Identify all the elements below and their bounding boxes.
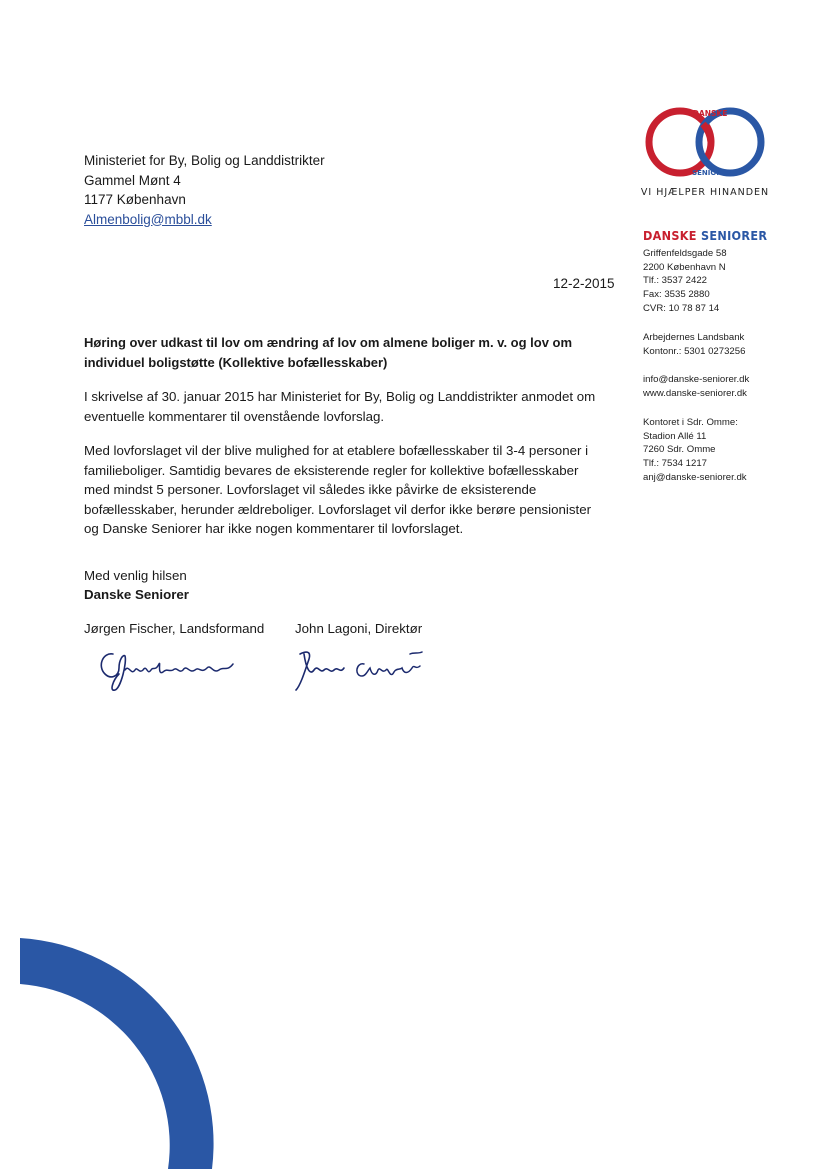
signature-lagoni-image xyxy=(290,640,440,695)
closing-block xyxy=(84,566,189,604)
signatory-name-2: John Lagoni, Direktør xyxy=(295,621,423,636)
body-line: bofællesskaber, herunder ældreboliger. Lovforslaget vil derfor ikke berøre pensionister xyxy=(84,501,592,517)
logo-ring-text-top: DANSKE xyxy=(692,109,728,118)
signature-fischer-image xyxy=(95,640,255,695)
body-line: med mindst 5 personer. Lovforslaget vil således ikke påvirke de eksisterende xyxy=(84,482,537,497)
brand-name-part2: SENIORER xyxy=(700,228,768,243)
sidebar-address xyxy=(643,247,727,316)
letter-date: 12-2-2015 xyxy=(553,276,615,291)
sidebar-line: Stadion Allé 11 xyxy=(643,430,707,442)
body-paragraph-1 xyxy=(84,387,614,426)
recipient-address xyxy=(84,151,325,229)
sidebar-website: www.danske-seniorer.dk xyxy=(643,387,747,399)
sidebar-web xyxy=(643,373,749,400)
sidebar-line: CVR: 10 78 87 14 xyxy=(643,302,720,314)
closing-organization: Danske Seniorer xyxy=(84,587,189,602)
danske-seniorer-logo xyxy=(640,104,770,186)
sidebar-office xyxy=(643,416,747,485)
sidebar-email: info@danske-seniorer.dk xyxy=(643,374,750,385)
body-line: eventuelle kommentarer til ovenstående lovforslag. xyxy=(84,408,385,424)
recipient-city: 1177 København xyxy=(84,192,186,207)
logo-tagline: VI HJÆLPER HINANDEN xyxy=(640,187,770,198)
brand-name-part1: DANSKE xyxy=(643,228,697,243)
letter-subject xyxy=(84,333,604,372)
body-line: Med lovforslaget vil der blive mulighed for at etablere bofællesskaber til 3-4 personer i xyxy=(84,443,589,458)
sidebar-line: Fax: 3535 2880 xyxy=(643,289,710,301)
sidebar-line: Tlf.: 3537 2422 xyxy=(643,275,708,287)
sidebar-line: Kontonr.: 5301 0273256 xyxy=(643,345,746,357)
sidebar-line: 7260 Sdr. Omme xyxy=(643,444,716,456)
logo-ring-text-bottom: SENIORER xyxy=(692,169,732,177)
recipient-street: Gammel Mønt 4 xyxy=(84,172,181,188)
sidebar-bank xyxy=(643,331,745,358)
sidebar-line: 2200 København N xyxy=(643,261,726,273)
body-line: familieboliger. Samtidig bevares de eksisterende regler for kollektive bofællesskaber xyxy=(84,462,579,478)
sidebar-line: Kontoret i Sdr. Omme: xyxy=(643,417,738,428)
recipient-name: Ministeriet for By, Bolig og Landdistrikter xyxy=(84,153,325,168)
sidebar-line: Tlf.: 7534 1217 xyxy=(643,458,708,470)
signatory-name-1: Jørgen Fischer, Landsformand xyxy=(84,621,265,636)
closing-greeting: Med venlig hilsen xyxy=(84,568,187,583)
recipient-email-link[interactable]: Almenbolig@mbbl.dk xyxy=(84,211,212,227)
sidebar-line: Arbejdernes Landsbank xyxy=(643,332,745,343)
sidebar-line: Griffenfeldsgade 58 xyxy=(643,248,727,259)
body-line: og Danske Seniorer har ikke nogen kommentarer til lovforslaget. xyxy=(84,521,464,536)
sidebar-line: anj@danske-seniorer.dk xyxy=(643,471,747,483)
body-paragraph-2 xyxy=(84,441,614,539)
decorative-blue-arc xyxy=(0,930,220,1169)
body-line: I skrivelse af 30. januar 2015 har Ministeriet for By, Bolig og Landdistrikter anmodet om xyxy=(84,389,596,404)
subject-line: individuel boligstøtte (Kollektive bofællesskaber) xyxy=(84,354,388,370)
brand-name xyxy=(643,228,767,243)
subject-line: Høring over udkast til lov om ændring af lov om almene boliger m. v. og lov om xyxy=(84,335,573,350)
